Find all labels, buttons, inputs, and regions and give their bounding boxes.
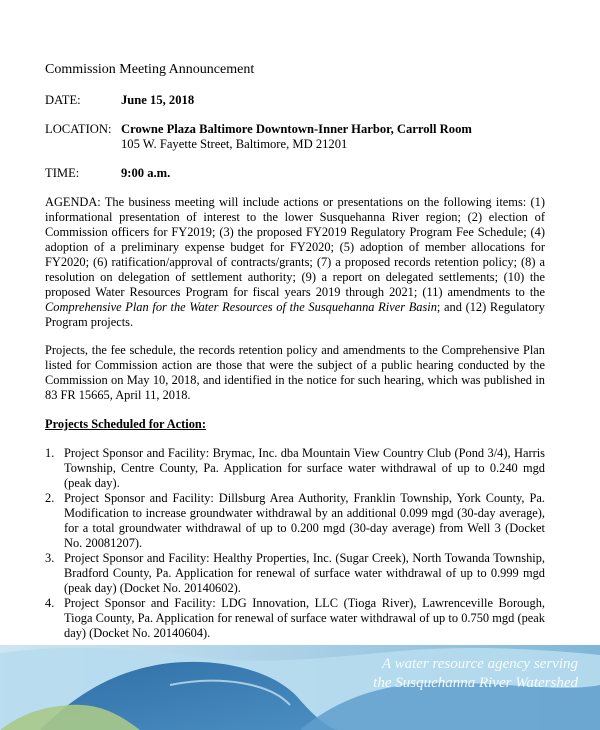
location-row [45, 122, 472, 137]
footer-tagline [373, 655, 578, 693]
location-label: LOCATION: [45, 122, 112, 136]
list-item-text: Project Sponsor and Facility: Brymac, Inc. dba Mountain View Country Club (Pond 3/4), Harris Township, Centre County, Pa. Application for surface water withdrawal of up to 0.240 mgd (peak day). [64, 446, 545, 490]
list-item-number: 1. [45, 446, 55, 460]
list-item-text: Project Sponsor and Facility: Healthy Properties, Inc. (Sugar Creek), North Towanda Township, Bradford County, Pa. Application for renewal of surface water withdrawal of up to 0.999 mgd (peak day) (Docket No. 20140602). [64, 551, 545, 595]
time-value: 9:00 a.m. [121, 166, 171, 180]
agenda-italic-title: Comprehensive Plan for the Water Resources of the Susquehanna River Basin [45, 300, 437, 314]
footer-tagline-line2: the Susquehanna River Watershed [373, 675, 578, 691]
date-row [45, 93, 194, 108]
projects-heading: Projects Scheduled for Action: [45, 417, 206, 431]
projects-list [45, 446, 545, 641]
list-item-text: Project Sponsor and Facility: LDG Innovation, LLC (Tioga River), Lawrenceville Borough, Tioga County, Pa. Application for renewal of surface water withdrawal of up to 0.750 mgd (peak day) (Docket No. 20140604). [64, 596, 545, 640]
document-title: Commission Meeting Announcement [45, 62, 255, 77]
location-venue: Crowne Plaza Baltimore Downtown-Inner Harbor, Carroll Room [121, 122, 472, 136]
agenda-outro: ; and (12) Regulatory Program projects. [45, 300, 545, 329]
list-item [45, 446, 545, 491]
list-item [45, 491, 545, 551]
date-label: DATE: [45, 93, 81, 107]
list-item-number: 4. [45, 596, 55, 610]
time-label: TIME: [45, 166, 80, 180]
list-item [45, 551, 545, 596]
list-item-number: 3. [45, 551, 55, 565]
agenda-paragraph [45, 195, 545, 330]
list-item [45, 596, 545, 641]
location-address: 105 W. Fayette Street, Baltimore, MD 21201 [121, 137, 348, 151]
list-item-text: Project Sponsor and Facility: Dillsburg Area Authority, Franklin Township, York County, Pa. Modification to increase groundwater withdrawal by an additional 0.099 mgd (30-day average), for a total groundwater withdrawal of up to 0.200 mgd (30-day average) from Well 3 (Docket No. 20081207). [64, 491, 545, 550]
projects-paragraph: Projects, the fee schedule, the records retention policy and amendments to the Comprehensive Plan listed for Commission action are those that were the subject of a public hearing conducted by the Commission on May 10, 2018, and identified in the notice for such hearing, which was published in 83 FR 15665, April 11, 2018. [45, 343, 545, 402]
date-value: June 15, 2018 [121, 93, 195, 107]
agenda-intro: AGENDA: The business meeting will include actions or presentations on the following items: (1) informational presentation of interest to the lower Susquehanna River region; (2) election of Commission officers for FY2019; (3) the proposed FY2019 Regulatory Program Fee Schedule; (4) adoption of a preliminary expense budget for FY2020; (5) adoption of member allocations for FY2020; (6) ratification/approval of contracts/grants; (7) a proposed records retention policy; (8) a resolution on delegation of settlement authority; (9) a report on delegated settlements; (10) the proposed Water Resources Program for fiscal years 2019 through 2021; (11) amendments to the [45, 195, 545, 299]
list-item-number: 2. [45, 491, 55, 505]
time-row [45, 166, 170, 181]
footer-tagline-line1: A water resource agency serving [381, 656, 578, 672]
